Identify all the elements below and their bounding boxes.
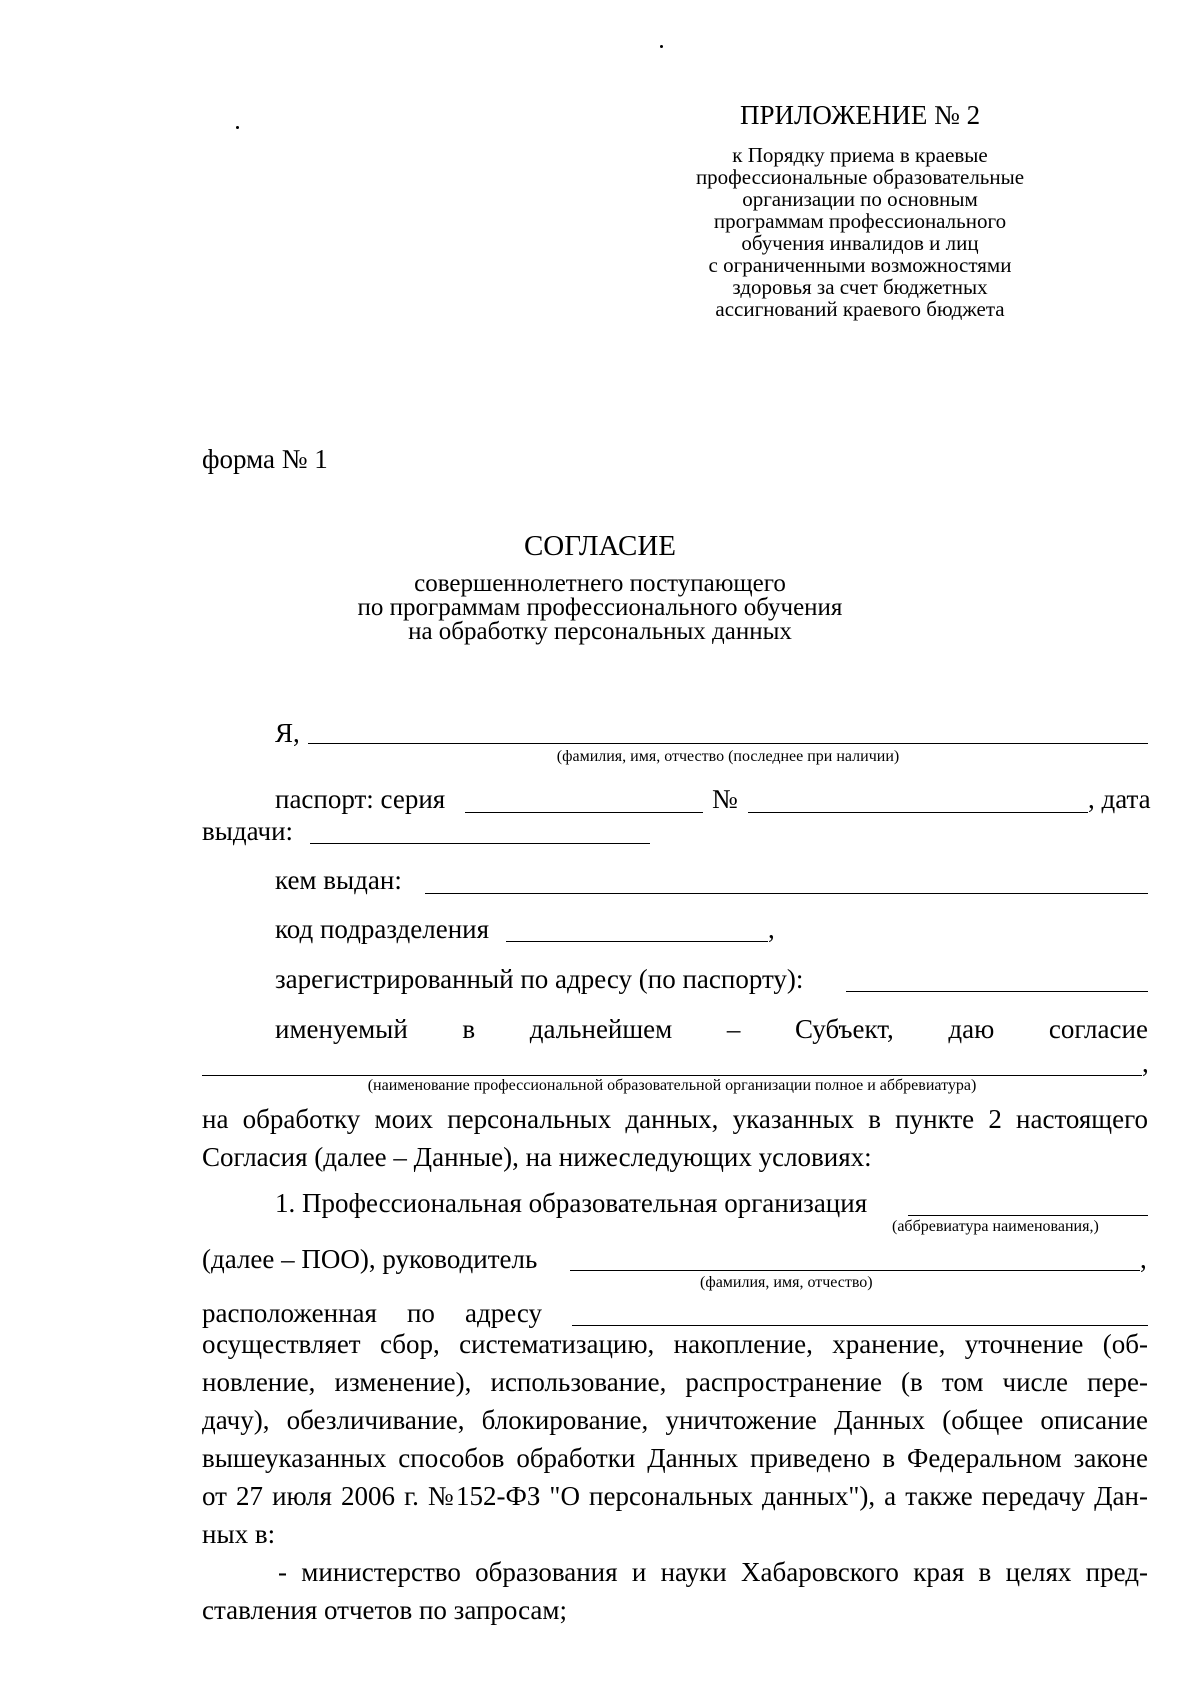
organization-abbr-line[interactable] bbox=[908, 1215, 1148, 1216]
organization-line[interactable] bbox=[202, 1075, 1142, 1076]
passport-number-line[interactable] bbox=[748, 812, 1088, 813]
passport-number-label: № bbox=[712, 784, 738, 814]
head-fio-line[interactable] bbox=[570, 1270, 1140, 1271]
subtitle-line: по программам профессионального обучения bbox=[357, 594, 843, 621]
fio-caption: (фамилия, имя, отчество (последнее при наличии) bbox=[556, 748, 900, 765]
scan-speck bbox=[660, 45, 663, 48]
division-code-line[interactable] bbox=[506, 941, 768, 942]
clause1-body bbox=[202, 1325, 1148, 1553]
paragraph-line: новление, изменение), использование, распространение (в том числе пере- bbox=[202, 1367, 1148, 1397]
hereinafter-word: в bbox=[462, 1014, 476, 1044]
paragraph-line: на обработку моих персональных данных, указанных в пункте 2 настоящего bbox=[202, 1104, 1148, 1134]
issue-date-label-cont: выдачи: bbox=[202, 816, 294, 846]
issued-by-line[interactable] bbox=[425, 893, 1148, 894]
hereinafter-line bbox=[275, 1012, 1148, 1046]
appendix-line: с ограниченными возможностями bbox=[708, 253, 1012, 277]
appendix-line: программам профессионального bbox=[713, 209, 1007, 233]
passport-series-line[interactable] bbox=[465, 812, 703, 813]
paragraph-line: осуществляет сбор, систематизацию, накопление, хранение, уточнение (об- bbox=[202, 1329, 1148, 1359]
subtitle-line: совершеннолетнего поступающего bbox=[414, 570, 786, 597]
registered-line[interactable] bbox=[846, 991, 1148, 992]
bullet-line: - министерство образования и науки Хабаровского края в целях пред- bbox=[278, 1557, 1148, 1587]
hereinafter-word: Субъект, bbox=[794, 1014, 894, 1044]
fio-line[interactable] bbox=[308, 743, 1148, 744]
address-word: адресу bbox=[464, 1298, 542, 1328]
appendix-line: организации по основным bbox=[742, 187, 978, 211]
hereinafter-word: даю bbox=[948, 1014, 995, 1044]
paragraph-line: дачу), обезличивание, блокирование, уничтожение Данных (общее описание bbox=[202, 1405, 1148, 1435]
head-label: (далее – ПОО), руководитель bbox=[202, 1244, 538, 1274]
appendix-line: профессиональные образовательные bbox=[695, 165, 1025, 189]
bullet-list bbox=[202, 1553, 1148, 1629]
registered-label: зарегистрированный по адресу (по паспорту): bbox=[275, 964, 804, 994]
issue-date-label: , дата bbox=[1088, 784, 1151, 814]
paragraph-line: вышеуказанных способов обработки Данных приведено в Федеральном законе bbox=[202, 1443, 1148, 1473]
document-subtitle bbox=[0, 572, 1200, 644]
head-fio-caption: (фамилия, имя, отчество) bbox=[700, 1274, 873, 1291]
paragraph-line: ных в: bbox=[202, 1519, 276, 1549]
clause1-intro: 1. Профессиональная образовательная организация bbox=[275, 1188, 868, 1218]
appendix-line: здоровья за счет бюджетных bbox=[732, 275, 988, 299]
bullet-line: ставления отчетов по запросам; bbox=[202, 1595, 567, 1625]
organization-comma: , bbox=[1142, 1048, 1149, 1078]
appendix-title: ПРИЛОЖЕНИЕ № 2 bbox=[740, 100, 981, 130]
appendix-line: к Порядку приема в краевые bbox=[732, 143, 988, 167]
subtitle-line: на обработку персональных данных bbox=[408, 618, 792, 645]
head-comma: , bbox=[1140, 1244, 1147, 1274]
division-code-comma: , bbox=[768, 914, 775, 944]
address-word: по bbox=[406, 1298, 435, 1328]
appendix-line: обучения инвалидов и лиц bbox=[741, 231, 979, 255]
hereinafter-word: именуемый bbox=[275, 1014, 408, 1044]
issue-date-line[interactable] bbox=[310, 843, 650, 844]
address-word: расположенная bbox=[202, 1298, 377, 1328]
appendix-subtitle bbox=[660, 144, 1060, 320]
hereinafter-word: согласие bbox=[1048, 1014, 1148, 1044]
hereinafter-word: – bbox=[726, 1014, 741, 1044]
form-number: форма № 1 bbox=[202, 444, 328, 474]
ya-label: Я, bbox=[275, 718, 300, 748]
paragraph-line: от 27 июля 2006 г. №152-ФЗ "О персональных данных"), а также передачу Дан- bbox=[202, 1481, 1148, 1511]
paragraph-line: Согласия (далее – Данные), на нижеследующих условиях: bbox=[202, 1142, 872, 1172]
document-title: СОГЛАСИЕ bbox=[523, 530, 677, 562]
issued-by-label: кем выдан: bbox=[275, 865, 402, 895]
hereinafter-word: дальнейшем bbox=[529, 1014, 673, 1044]
abbr-caption: (аббревиатура наименования,) bbox=[892, 1218, 1099, 1235]
consent-paragraph bbox=[202, 1100, 1148, 1176]
appendix-line: ассигнований краевого бюджета bbox=[715, 297, 1005, 321]
organization-caption: (наименование профессиональной образовательной организации полное и аббревиатура) bbox=[367, 1077, 977, 1094]
scan-speck bbox=[236, 126, 239, 129]
division-code-label: код подразделения bbox=[275, 914, 490, 944]
passport-series-label: паспорт: серия bbox=[275, 784, 446, 814]
